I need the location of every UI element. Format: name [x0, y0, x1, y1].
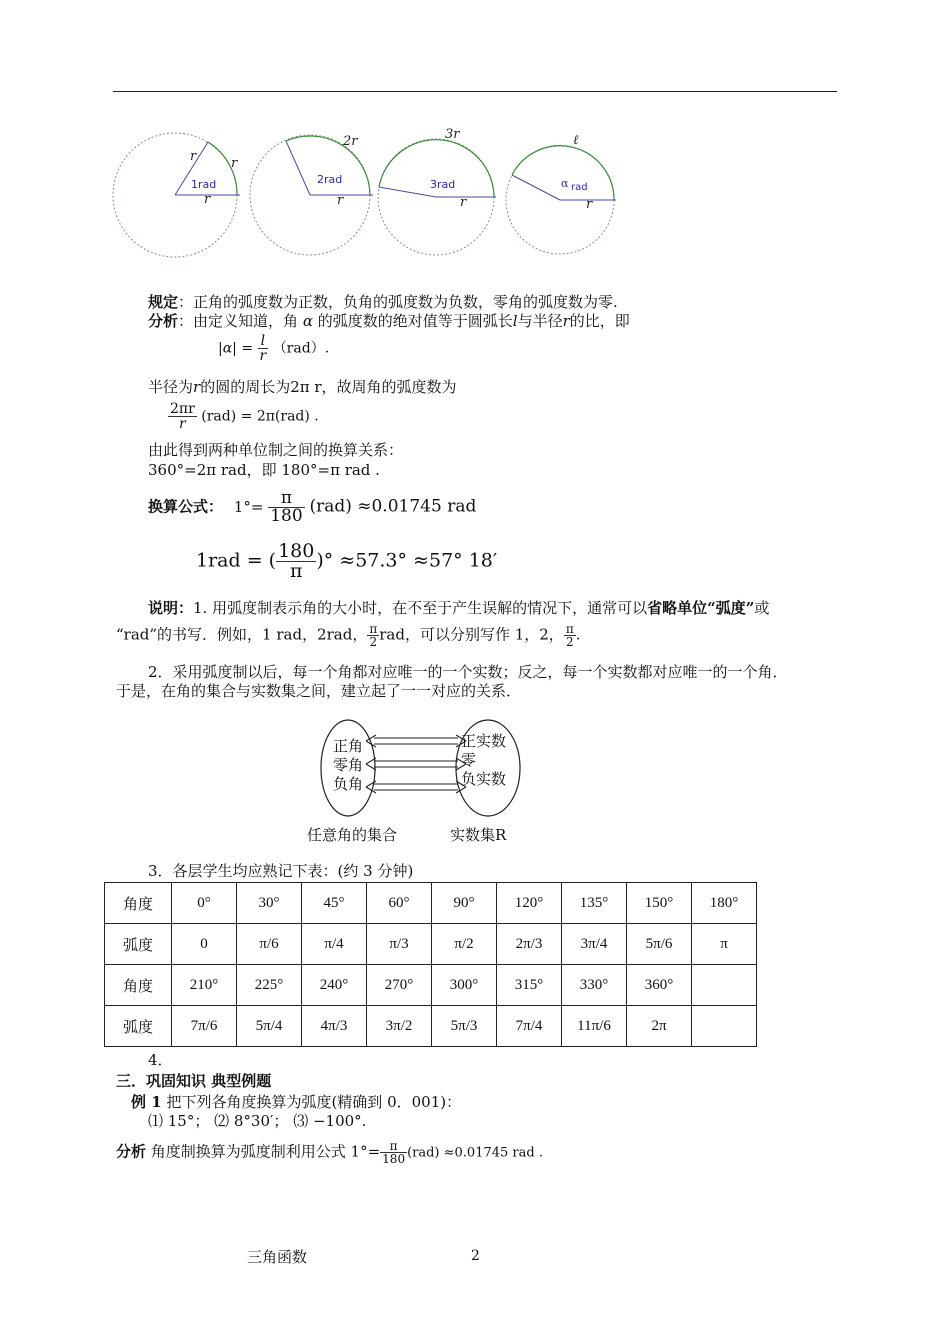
example1-text: 把下列各角度换算为弧度(精确到 0．001)： — [166, 1093, 462, 1111]
alpha-abs: |α| = — [218, 340, 254, 357]
pi-over-2-b-num: π — [565, 622, 574, 636]
analysis-text-a: ：由定义知道，角 — [178, 312, 299, 330]
180-over-pi — [276, 542, 316, 581]
analysis2-pi-over-180 — [380, 1140, 407, 1165]
table-row-header: 角度 — [105, 965, 172, 1006]
table-cell: 210° — [172, 965, 237, 1006]
note-bold: 省略单位“弧度” — [647, 599, 755, 617]
table-cell — [692, 1006, 757, 1047]
table-cell: 5π/6 — [627, 924, 692, 965]
table-row-header: 弧度 — [105, 1006, 172, 1047]
analysis-text-b: 的弧度数的绝对值等于圆弧长 — [317, 312, 513, 330]
one-rad: 1rad = ( — [196, 549, 277, 572]
note-text-b: 或 — [754, 599, 770, 617]
table-cell: 3π/4 — [562, 924, 627, 965]
circle4-rad-label: rad — [571, 182, 588, 193]
180-denominator: 180 — [270, 506, 303, 526]
rule-label: 规定 — [148, 293, 179, 311]
table-row-header: 弧度 — [105, 924, 172, 965]
radian-circles-figure — [100, 120, 630, 270]
point2-line2: 于是，在角的集合与实数集之间，建立起了一一对应的关系． — [116, 682, 522, 700]
point4-text: 4． — [148, 1051, 173, 1069]
table-cell: π — [692, 924, 757, 965]
analysis-text-c: 与半径 — [517, 312, 563, 330]
note-label: 说明： — [148, 599, 194, 617]
table-cell: 30° — [237, 883, 302, 924]
rule-paragraph — [148, 293, 618, 311]
table-cell: 240° — [302, 965, 367, 1006]
circle-1rad — [113, 133, 240, 257]
one-degree: 1°= — [233, 497, 264, 516]
table-cell: 270° — [367, 965, 432, 1006]
analysis-text-d: 的比，即 — [569, 312, 630, 330]
rad-unit: （rad）. — [272, 340, 330, 357]
pi-numerator: π — [268, 490, 304, 508]
table-cell: 0° — [172, 883, 237, 924]
circle2-radius-label: r — [337, 193, 344, 208]
table-row — [105, 883, 757, 924]
table-cell: 150° — [627, 883, 692, 924]
table-cell: π/3 — [367, 924, 432, 965]
circle2-rad-label: 2rad — [317, 173, 343, 186]
table-cell: 0 — [172, 924, 237, 965]
table-row — [105, 965, 757, 1006]
mapping-left-caption: 任意角的集合 — [307, 826, 398, 844]
table-row — [105, 1006, 757, 1047]
relation-2pi: 2π rad — [196, 461, 247, 479]
arc-length-symbol: l — [512, 312, 518, 330]
mapping-left-1: 正角 — [333, 737, 364, 755]
l-numerator: l — [258, 334, 269, 349]
table-cell: 7π/6 — [172, 1006, 237, 1047]
relation-line1: 由此得到两种单位制之间的换算关系： — [148, 441, 404, 459]
alpha-symbol: α — [302, 312, 313, 330]
pi-over-2-b — [564, 623, 576, 648]
radius-symbol: r — [562, 312, 570, 330]
analysis-paragraph — [148, 312, 630, 330]
l-over-r — [258, 334, 269, 363]
circle1-radius-label: r — [204, 192, 211, 207]
mapping-right-2: 零 — [461, 751, 477, 769]
pi-over-2-a — [367, 623, 379, 648]
note-line2 — [116, 623, 580, 648]
table-cell: 225° — [237, 965, 302, 1006]
pi-over-2-a-den: 2 — [369, 635, 378, 649]
table-row — [105, 924, 757, 965]
circle3-radius-label: r — [460, 195, 467, 210]
alpha-formula — [218, 334, 329, 363]
table-cell: 2π/3 — [497, 924, 562, 965]
circumference-paragraph — [148, 378, 457, 396]
point2-line1: 2．采用弧度制以后，每一个角都对应唯一的一个实数；反之，每一个实数都对应唯一的一个角． — [148, 663, 788, 681]
table-cell: 315° — [497, 965, 562, 1006]
analysis2-tail: (rad) ≈0.01745 rad . — [407, 1145, 543, 1161]
circle1-rad-label: 1rad — [191, 178, 217, 191]
point3-text: 3．各层学生均应熟记下表：(约 3 分钟) — [148, 862, 414, 880]
analysis2-line — [116, 1140, 543, 1165]
note2-text-c: . — [575, 625, 581, 644]
footer-page-number: 2 — [471, 1248, 480, 1264]
circle4-arc-label: ℓ — [573, 133, 579, 148]
table-cell: π/4 — [302, 924, 367, 965]
relation-180: ，即 180°= — [246, 461, 331, 479]
two-pi-r-numerator: 2πr — [170, 401, 195, 417]
circle3-arc-label: 3r — [445, 127, 460, 142]
table-cell: 5π/3 — [432, 1006, 497, 1047]
table-cell: 7π/4 — [497, 1006, 562, 1047]
circle-3rad — [378, 127, 496, 255]
table-row-header: 角度 — [105, 883, 172, 924]
conversion-formula-2 — [196, 542, 497, 581]
mapping-left-3: 负角 — [333, 775, 364, 793]
circle-alpha-rad — [506, 133, 616, 254]
relation-pi: π rad . — [330, 461, 380, 479]
note-text-a: 1. 用弧度制表示角的大小时，在不至于产生误解的情况下，通常可以 — [193, 599, 648, 617]
pi-over-2-b-den: 2 — [565, 635, 574, 649]
circle4-radius-label: r — [586, 197, 593, 212]
circ-2pir: 2π r — [290, 378, 322, 396]
circ-text-a: 半径为 — [148, 378, 194, 396]
two-pi-r-over-r — [168, 402, 197, 431]
table-cell: 5π/4 — [237, 1006, 302, 1047]
r-denominator-2: r — [179, 416, 186, 432]
rule-text: ：正角的弧度数为正数，负角的弧度数为负数，零角的弧度数为零. — [178, 293, 618, 311]
circ-text-b: 的圆的周长为 — [200, 378, 291, 396]
circ-text-c: ，故周角的弧度数为 — [321, 378, 457, 396]
analysis2-label: 分析 — [116, 1142, 147, 1161]
section3-heading: 三．巩固知识 典型例题 — [116, 1072, 272, 1090]
example1-label: 例 1 — [131, 1093, 162, 1111]
angle-radian-table — [104, 882, 757, 1047]
table-cell: 135° — [562, 883, 627, 924]
pi-denominator: π — [289, 560, 303, 582]
circle2-arc-label: 2r — [343, 134, 358, 149]
table-cell: 4π/3 — [302, 1006, 367, 1047]
table-cell: 60° — [367, 883, 432, 924]
relation-line2 — [148, 461, 380, 479]
table-cell: 90° — [432, 883, 497, 924]
footer-title: 三角函数 — [247, 1248, 308, 1266]
r-denominator: r — [259, 348, 267, 364]
full-angle-formula — [168, 402, 319, 431]
table-cell: π/6 — [237, 924, 302, 965]
analysis2-text: 角度制换算为弧度制利用公式 1°= — [146, 1142, 381, 1161]
full-angle-result: (rad) = 2π(rad) . — [201, 408, 319, 425]
table-cell: 45° — [302, 883, 367, 924]
analysis-label: 分析 — [148, 312, 179, 330]
circle4-alpha-label: α — [561, 177, 569, 190]
circle1-arc-label-b: r — [231, 156, 238, 171]
table-cell: 300° — [432, 965, 497, 1006]
note2-text-a: “rad”的书写．例如，1 rad，2rad， — [116, 625, 368, 644]
table-cell: 360° — [627, 965, 692, 1006]
table-cell: π/2 — [432, 924, 497, 965]
pi-over-180 — [268, 490, 304, 525]
pi-over-2-a-num: π — [369, 622, 378, 636]
mapping-right-3: 负实数 — [461, 770, 507, 788]
one-degree-result: (rad) ≈0.01745 rad — [309, 496, 477, 517]
mapping-right-1: 正实数 — [461, 732, 507, 750]
table-cell: 330° — [562, 965, 627, 1006]
table-cell: 11π/6 — [562, 1006, 627, 1047]
conversion-formula-1 — [148, 490, 476, 525]
180-numerator: 180 — [278, 540, 315, 562]
analysis2-180: 180 — [382, 1152, 406, 1166]
relation-360: 360°= — [148, 461, 197, 479]
table-cell: 120° — [497, 883, 562, 924]
example1-items: ⑴ 15°； ⑵ 8°30′； ⑶ −100°. — [148, 1112, 367, 1130]
circle3-rad-label: 3rad — [430, 178, 456, 191]
note2-text-b: rad，可以分别写作 1，2， — [379, 625, 564, 644]
table-cell: 180° — [692, 883, 757, 924]
example1-line — [131, 1093, 461, 1111]
note-line1 — [148, 599, 769, 617]
header-rule — [113, 91, 837, 92]
table-cell: 2π — [627, 1006, 692, 1047]
mapping-right-caption: 实数集R — [450, 826, 507, 844]
circ-r: r — [193, 378, 201, 396]
circle-2rad — [250, 134, 373, 255]
table-cell: 3π/2 — [367, 1006, 432, 1047]
one-rad-result: )° ≈57.3° ≈57° 18′ — [316, 549, 498, 572]
conversion-label: 换算公式： — [148, 497, 224, 516]
analysis2-pi: π — [380, 1140, 407, 1153]
circle1-arc-label-a: r — [190, 149, 197, 164]
mapping-left-2: 零角 — [333, 756, 364, 774]
table-cell — [692, 965, 757, 1006]
